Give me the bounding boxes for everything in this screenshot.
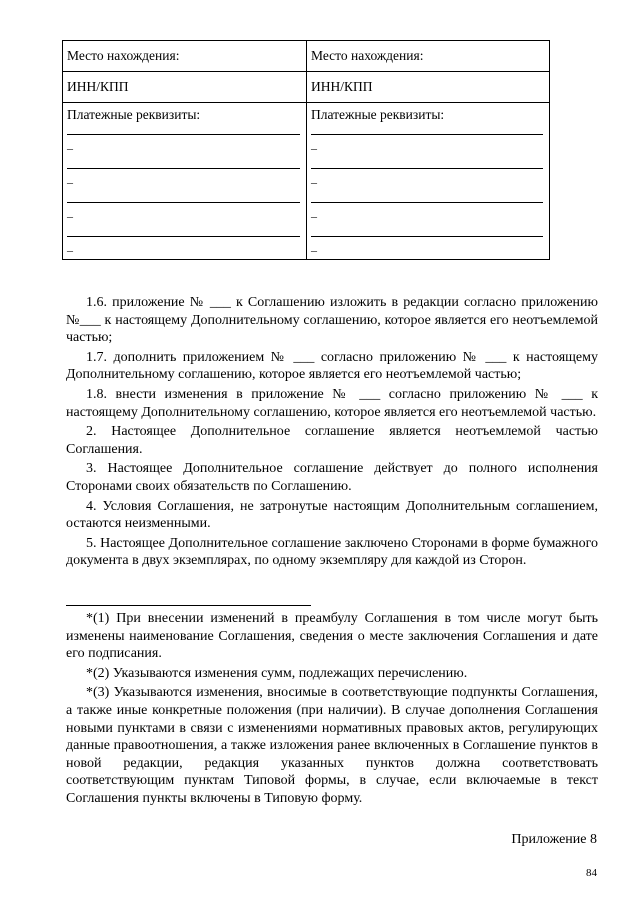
requisites-table [62,40,550,260]
left-inn-label: ИНН/КПП [63,72,307,103]
footnote-1: *(1) При внесении изменений в преамбулу Соглашения в том числе могут быть изменены наименование Соглашения, сведения о месте заключения Соглашения и дате его подписания. [66,611,598,662]
footnotes [66,610,598,810]
paragraph-1-7: 1.7. дополнить приложением № ___ согласно приложению № ___ к настоящему Дополнительному соглашению, которое является его неотъемлемой частью; [66,349,598,383]
dash-mark: – [311,209,317,223]
dash-mark: – [67,209,73,223]
left-blank-line [67,236,300,259]
left-blank-line [67,202,300,236]
footnote-2: *(2) Указываются изменения сумм, подлежащих перечислению. [86,665,468,681]
paragraph-2: 2. Настоящее Дополнительное соглашение является неотъемлемой частью Соглашения. [66,424,598,457]
left-payment-label: Платежные реквизиты: [67,107,201,122]
paragraph-1-8: 1.8. внести изменения в приложение № ___ согласно приложению № ___ к настоящему Дополнительному соглашению, которое является его неотъемлемой частью. [66,386,598,420]
right-blank-line [311,202,543,236]
dash-mark: – [311,141,317,155]
dash-mark: – [311,243,317,257]
right-payment-cell [307,103,550,260]
body-text [66,294,598,572]
paragraph-3: 3. Настоящее Дополнительное соглашение действует до полного исполнения Сторонами своих обязательств по Соглашению. [66,461,598,494]
paragraph-1-6: 1.6. приложение № ___ к Соглашению изложить в редакции согласно приложению №___ к настоящему Дополнительному соглашению, которое является его неотъемлемой частью; [66,295,598,346]
page-number: 84 [586,867,597,879]
payment-row [63,103,550,260]
left-blank-line [67,168,300,202]
footnote-separator [66,605,311,606]
dash-mark: – [311,175,317,189]
right-inn-label: ИНН/КПП [307,72,550,103]
left-blank-line [67,134,300,168]
left-location-label: Место нахождения: [63,41,307,72]
location-row [63,41,550,72]
inn-row [63,72,550,103]
left-payment-cell [63,103,307,260]
right-blank-line [311,236,543,259]
dash-mark: – [67,243,73,257]
paragraph-4: 4. Условия Соглашения, не затронутые настоящим Дополнительным соглашением, остаются неизменными. [66,498,598,532]
right-blank-line [311,168,543,202]
dash-mark: – [67,141,73,155]
right-payment-label: Платежные реквизиты: [311,107,445,122]
dash-mark: – [67,175,73,189]
right-blank-line [311,134,543,168]
paragraph-5: 5. Настоящее Дополнительное соглашение заключено Сторонами в форме бумажного документа в двух экземплярах, по одному экземпляру для каждой из Сторон. [66,535,598,569]
appendix-label: Приложение 8 [511,832,597,847]
footnote-3: *(3) Указываются изменения, вносимые в соответствующие подпункты Соглашения, а также иные конкретные положения (при наличии). В случае дополнения Соглашения новыми пунктами в связи с изменениями нормативных правовых актов, регулирующих данные правоотношения, а также изложения ранее включенных в Соглашение пунктов в новой редакции, редакция указанных пунктов должна соответствовать соответствующим пунктам Типовой формы, в случае, если включаемые в текст Соглашения пункты включены в Типовую форму. [66,685,598,806]
right-location-label: Место нахождения: [307,41,550,72]
